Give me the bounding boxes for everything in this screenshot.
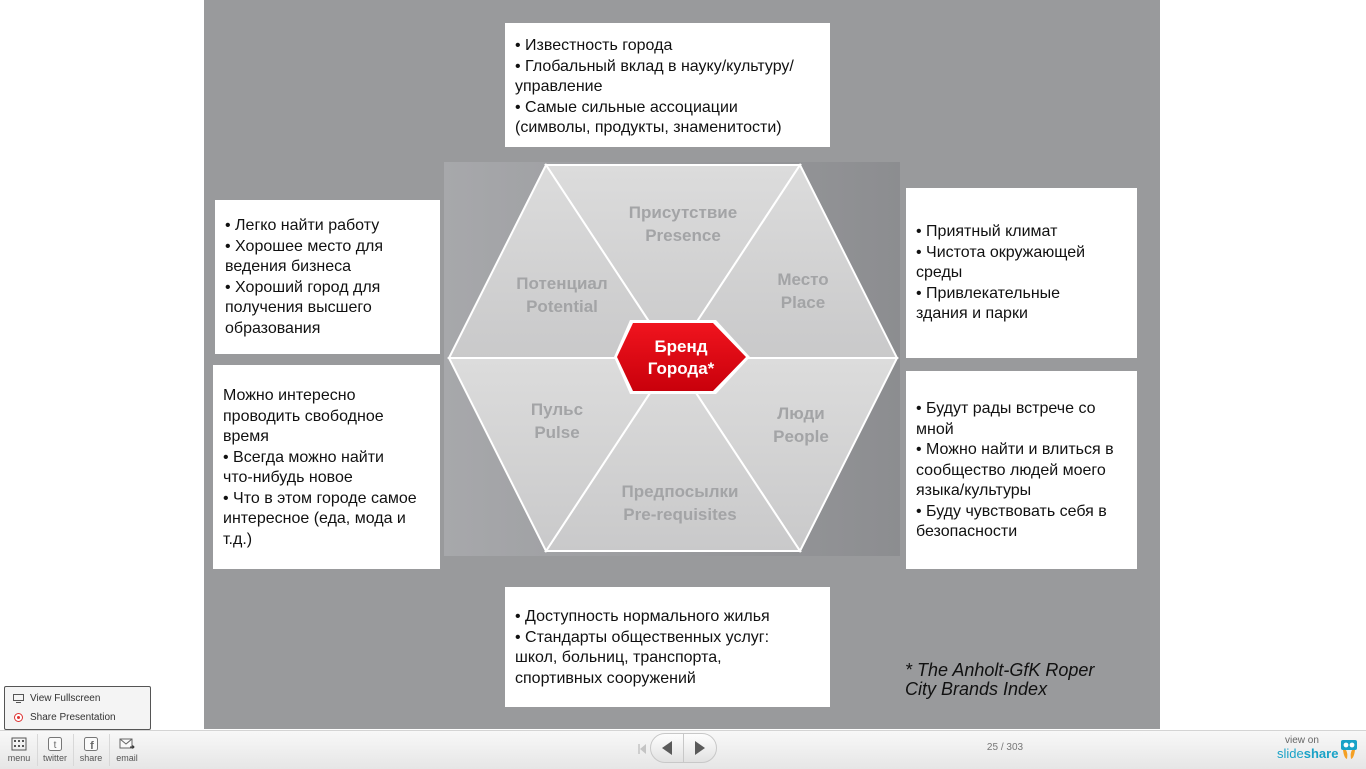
box-pulse-description: Можно интересно проводить свободное время • Всегда можно найти что-нибудь новое • Что в этом городе самое интересное (еда, мода и т.д.)	[213, 365, 440, 569]
segment-label-presence: Присутствие Presence	[628, 203, 738, 245]
menu-button[interactable]	[1, 734, 38, 766]
email-label: email	[116, 753, 138, 763]
box-place-description: • Приятный климат • Чистота окружающей среды • Привлекательные здания и парки	[906, 188, 1137, 358]
brand-part-slide: slide	[1277, 746, 1304, 761]
segment-label-people: Люди People	[773, 404, 829, 446]
menu-label: menu	[7, 753, 31, 763]
email-button[interactable]	[109, 734, 145, 766]
brand-part-share: share	[1303, 746, 1339, 761]
source-footnote: * The Anholt-GfK Roper City Brands Index	[905, 660, 1095, 699]
box-presence-description: • Известность города • Глобальный вклад в науку/культуру/ управление • Самые сильные ассоциации (символы, продукты, знаменитости)	[505, 23, 830, 147]
twitter-label: twitter	[42, 753, 67, 763]
share-presentation-item[interactable]	[13, 709, 116, 725]
triangle-right-icon	[693, 740, 707, 756]
twitter-button[interactable]	[37, 734, 74, 766]
share-icon	[13, 713, 24, 722]
triangle-left-icon	[660, 740, 674, 756]
box-potential-description: • Легко найти работу • Хорошее место для ведения бизнеса • Хороший город для получения высшего образования	[215, 200, 440, 354]
segment-label-place: Место Place	[777, 270, 829, 312]
svg-text:f: f	[90, 740, 94, 752]
grid-icon	[11, 736, 27, 752]
view-on-label: view on	[1285, 735, 1319, 746]
segment-label-pulse: Пульс Pulse	[530, 400, 584, 442]
share-label: share	[79, 753, 103, 763]
previous-slide-button[interactable]	[650, 733, 684, 763]
slideshare-brand-link[interactable]	[1277, 746, 1338, 761]
view-fullscreen-label: View Fullscreen	[30, 692, 101, 704]
slideshare-logo-icon[interactable]	[1339, 739, 1359, 761]
monitor-icon	[13, 694, 24, 703]
page-counter: 25 / 303	[986, 742, 1024, 753]
share-presentation-label: Share Presentation	[30, 711, 116, 723]
box-people-description: • Будут рады встрече со мной • Можно найти и влиться в сообщество людей моего языка/культуры • Буду чувствовать себя в безопасности	[906, 371, 1137, 569]
share-button[interactable]	[73, 734, 110, 766]
segment-label-prerequisites: Предпосылки Pre-requisites	[621, 482, 739, 524]
next-slide-button[interactable]	[683, 733, 717, 763]
svg-text:t: t	[53, 740, 57, 751]
box-prerequisites-description: • Доступность нормального жилья • Стандарты общественных услуг: школ, больниц, транспорта, спортивных сооружений	[505, 587, 830, 707]
facebook-icon	[83, 736, 99, 752]
twitter-icon	[47, 736, 63, 752]
view-fullscreen-item[interactable]	[13, 690, 100, 706]
skip-first-icon[interactable]	[636, 739, 648, 759]
envelope-icon	[119, 736, 135, 752]
share-popup	[4, 686, 151, 730]
segment-label-potential: Потенциал Potential	[516, 274, 608, 316]
city-brand-title: Бренд Города*	[647, 336, 715, 378]
